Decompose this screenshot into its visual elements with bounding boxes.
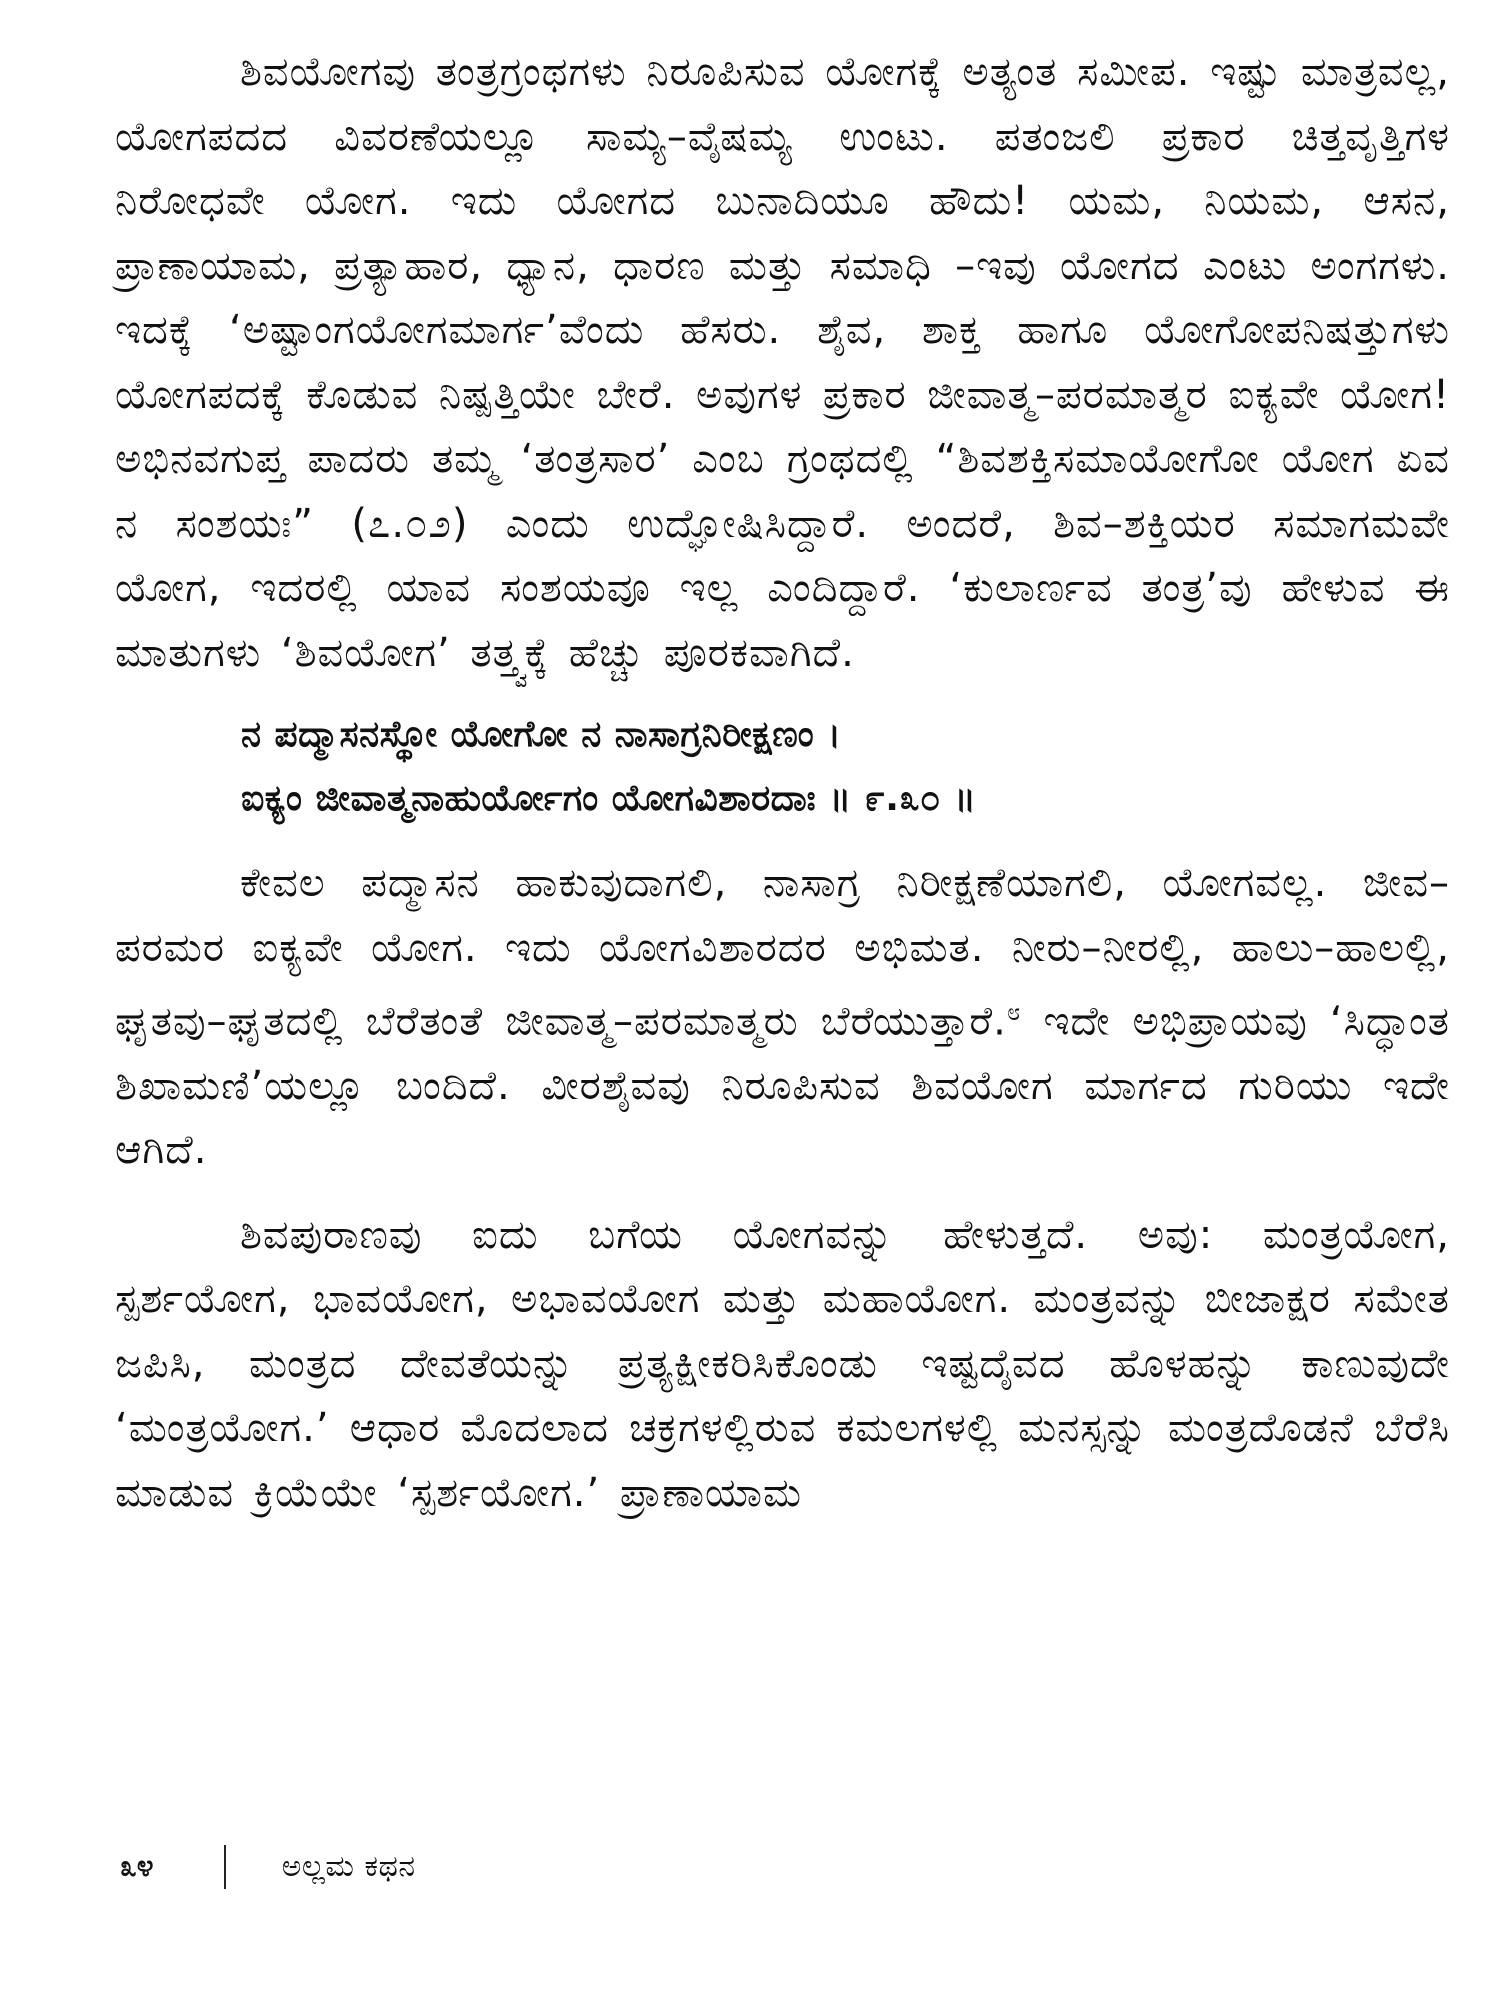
- paragraph-2: [115, 851, 1450, 1183]
- verse-line-2: ಐಕ್ಯಂ ಜೀವಾತ್ಮನಾಹುರ್ಯೋಗಂ ಯೋಗವಿಶಾರದಾಃ ॥ ೯.೩೦ ॥: [241, 778, 977, 819]
- page-footer: [120, 1845, 416, 1889]
- footnote-marker: ೮: [1006, 998, 1022, 1026]
- verse-line-1: ನ ಪದ್ಮಾಸನಸ್ಥೋ ಯೋಗೋ ನ ನಾಸಾಗ್ರನಿರೀಕ್ಷಣಂ ।: [241, 714, 842, 755]
- running-title: ಅಲ್ಲಮ ಕಥನ: [281, 1849, 416, 1884]
- footer-divider: [224, 1845, 226, 1889]
- paragraph-2-text-a: ಕೇವಲ ಪದ್ಮಾಸನ ಹಾಕುವುದಾಗಲಿ, ನಾಸಾಗ್ರ ನಿರೀಕ್ಷಣೆಯಾಗಲಿ, ಯೋಗವಲ್ಲ. ಜೀವ–ಪರಮರ ಐಕ್ಯವೇ ಯೋಗ. ಇದು ಯೋಗವಿಶಾರದರ ಅಭಿಮತ. ನೀರು–ನೀರಲ್ಲಿ, ಹಾಲು–ಹಾಲಲ್ಲಿ, ಘೃತವು–ಘೃತದಲ್ಲಿ ಬೆರೆತಂತೆ ಜೀವಾತ್ಮ–ಪರಮಾತ್ಮರು ಬೆರೆಯುತ್ತಾರೆ.: [115, 860, 1450, 1045]
- page-number: ೩೪: [120, 1849, 154, 1884]
- paragraph-1: ಶಿವಯೋಗವು ತಂತ್ರಗ್ರಂಥಗಳು ನಿರೂಪಿಸುವ ಯೋಗಕ್ಕೆ ಅತ್ಯಂತ ಸಮೀಪ. ಇಷ್ಟು ಮಾತ್ರವಲ್ಲ, ಯೋಗಪದದ ವಿವರಣೆಯಲ್ಲೂ ಸಾಮ್ಯ–ವೈಷಮ್ಯ ಉಂಟು. ಪತಂಜಲಿ ಪ್ರಕಾರ ಚಿತ್ತವೃತ್ತಿಗಳ ನಿರೋಧವೇ ಯೋಗ. ಇದು ಯೋಗದ ಬುನಾದಿಯೂ ಹೌದು! ಯಮ, ನಿಯಮ, ಆಸನ, ಪ್ರಾಣಾಯಾಮ, ಪ್ರತ್ಯಾಹಾರ, ಧ್ಯಾನ, ಧಾರಣ ಮತ್ತು ಸಮಾಧಿ –ಇವು ಯೋಗದ ಎಂಟು ಅಂಗಗಳು. ಇದಕ್ಕೆ ‘ಅಷ್ಟಾಂಗಯೋಗಮಾರ್ಗ’ವೆಂದು ಹೆಸರು. ಶೈವ, ಶಾಕ್ತ ಹಾಗೂ ಯೋಗೋಪನಿಷತ್ತುಗಳು ಯೋಗಪದಕ್ಕೆ ಕೊಡುವ ನಿಷ್ಪತ್ತಿಯೇ ಬೇರೆ. ಅವುಗಳ ಪ್ರಕಾರ ಜೀವಾತ್ಮ–ಪರಮಾತ್ಮರ ಐಕ್ಯವೇ ಯೋಗ! ಅಭಿನವಗುಪ್ತ ಪಾದರು ತಮ್ಮ ‘ತಂತ್ರಸಾರ’ ಎಂಬ ಗ್ರಂಥದಲ್ಲಿ “ಶಿವಶಕ್ತಿಸಮಾಯೋಗೋ ಯೋಗ ಏವ ನ ಸಂಶಯಃ” (೭.೦೨) ಎಂದು ಉದ್ಘೋಷಿಸಿದ್ದಾರೆ. ಅಂದರೆ, ಶಿವ–ಶಕ್ತಿಯರ ಸಮಾಗಮವೇ ಯೋಗ, ಇದರಲ್ಲಿ ಯಾವ ಸಂಶಯವೂ ಇಲ್ಲ ಎಂದಿದ್ದಾರೆ. ‘ಕುಲಾರ್ಣವ ತಂತ್ರ’ವು ಹೇಳುವ ಈ ಮಾತುಗಳು ‘ಶಿವಯೋಗ’ ತತ್ತ್ವಕ್ಕೆ ಹೆಚ್ಚು ಪೂರಕವಾಗಿದೆ.: [115, 49, 1450, 676]
- paragraph-2-text-b: ಇದೇ ಅಭಿಪ್ರಾಯವು ‘ಸಿದ್ಧಾಂತ ಶಿಖಾಮಣಿ’ಯಲ್ಲೂ ಬಂದಿದೆ. ವೀರಶೈವವು ನಿರೂಪಿಸುವ ಶಿವಯೋಗ ಮಾರ್ಗದ ಗುರಿಯು ಇದೇ ಆಗಿದೆ.: [115, 998, 1450, 1174]
- page-body: [115, 40, 1450, 1525]
- sanskrit-verse: [115, 703, 1450, 831]
- paragraph-3: ಶಿವಪುರಾಣವು ಐದು ಬಗೆಯ ಯೋಗವನ್ನು ಹೇಳುತ್ತದೆ. ಅವು: ಮಂತ್ರಯೋಗ, ಸ್ಪರ್ಶಯೋಗ, ಭಾವಯೋಗ, ಅಭಾವಯೋಗ ಮತ್ತು ಮಹಾಯೋಗ. ಮಂತ್ರವನ್ನು ಬೀಜಾಕ್ಷರ ಸಮೇತ ಜಪಿಸಿ, ಮಂತ್ರದ ದೇವತೆಯನ್ನು ಪ್ರತ್ಯಕ್ಷೀಕರಿಸಿಕೊಂಡು ಇಷ್ಟದೈವದ ಹೊಳಹನ್ನು ಕಾಣುವುದೇ ‘ಮಂತ್ರಯೋಗ.’ ಆಧಾರ ಮೊದಲಾದ ಚಕ್ರಗಳಲ್ಲಿರುವ ಕಮಲಗಳಲ್ಲಿ ಮನಸ್ಸನ್ನು ಮಂತ್ರದೊಡನೆ ಬೆರೆಸಿ ಮಾಡುವ ಕ್ರಿಯೆಯೇ ‘ಸ್ಪರ್ಶಯೋಗ.’ ಪ್ರಾಣಾಯಾಮ: [115, 1211, 1450, 1516]
